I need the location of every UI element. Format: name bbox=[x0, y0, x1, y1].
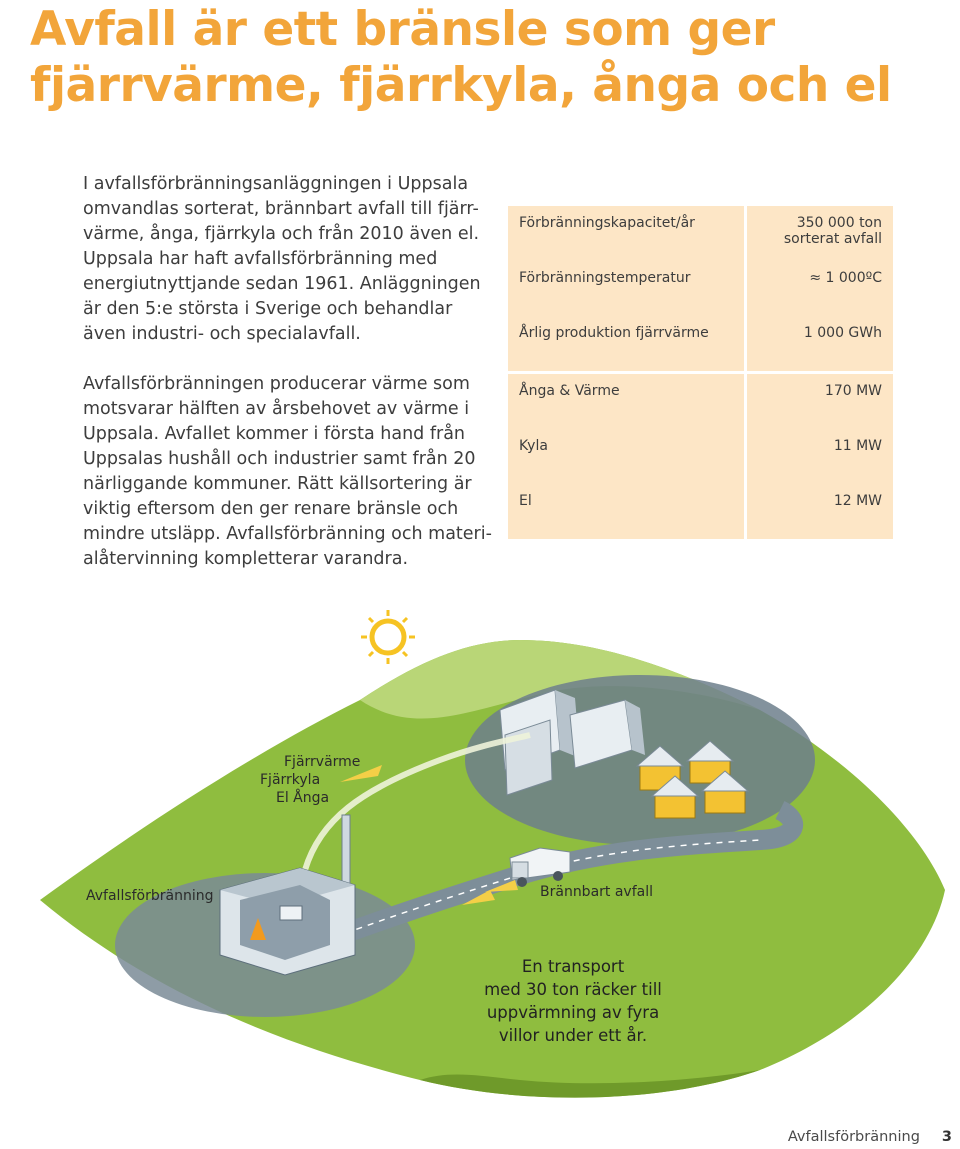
facts-value-line: sorterat avfall bbox=[783, 231, 882, 247]
text-line: även industri- och specialavfall. bbox=[83, 324, 361, 344]
facts-label: Kyla bbox=[508, 429, 747, 484]
title-line-1: Avfall är ett bränsle som ger bbox=[30, 2, 775, 57]
text-line: energiutnyttjande sedan 1961. Anläggningen bbox=[83, 274, 481, 294]
text-line: motsvarar hälften av årsbehovet av värme i bbox=[83, 399, 470, 419]
text-line: mindre utsläpp. Avfallsförbränning och materi- bbox=[83, 524, 492, 544]
facts-row bbox=[508, 206, 893, 261]
facts-row bbox=[508, 261, 893, 316]
facts-value bbox=[747, 206, 893, 261]
page-footer bbox=[788, 1129, 952, 1145]
energy-illustration bbox=[0, 600, 960, 1100]
text-line: närliggande kommuner. Rätt källsortering är bbox=[83, 474, 472, 494]
facts-table bbox=[508, 206, 893, 539]
text-line: omvandlas sorterat, brännbart avfall till fjärr- bbox=[83, 199, 479, 219]
label-avfallsforbranning: Avfallsförbränning bbox=[86, 888, 214, 904]
facts-label: Ånga & Värme bbox=[508, 374, 747, 429]
facts-value: 1 000 GWh bbox=[747, 316, 893, 374]
label-fjarrkyla: Fjärrkyla bbox=[260, 772, 321, 788]
callout-line: villor under ett år. bbox=[498, 1026, 648, 1045]
facts-label: El bbox=[508, 484, 747, 539]
facts-value: 11 MW bbox=[747, 429, 893, 484]
callout-line: En transport bbox=[521, 957, 625, 976]
title-line-2: fjärrvärme, fjärrkyla, ånga och el bbox=[30, 58, 892, 113]
facts-value: 170 MW bbox=[747, 374, 893, 429]
facts-label: Årlig produktion fjärrvärme bbox=[508, 316, 747, 374]
text-line: Uppsala. Avfallet kommer i första hand från bbox=[83, 424, 466, 444]
label-brannbart-avfall: Brännbart avfall bbox=[540, 884, 653, 900]
text-line: I avfallsförbränningsanläggningen i Uppsala bbox=[83, 174, 469, 194]
label-el-anga: El Ånga bbox=[276, 790, 330, 806]
text-line: Uppsala har haft avfallsförbränning med bbox=[83, 249, 438, 269]
sun-icon bbox=[361, 610, 415, 664]
facts-value: ≈ 1 000ºC bbox=[747, 261, 893, 316]
intro-paragraph bbox=[83, 172, 483, 347]
facts-label: Förbränningstemperatur bbox=[508, 261, 747, 316]
production-paragraph bbox=[83, 372, 492, 572]
text-line: värme, ånga, fjärrkyla och från 2010 även el. bbox=[83, 224, 480, 244]
text-line: Uppsalas hushåll och industrier samt från 20 bbox=[83, 449, 476, 469]
text-line: viktig eftersom den ger renare bränsle och bbox=[83, 499, 459, 519]
facts-label: Förbränningskapacitet/år bbox=[508, 206, 747, 261]
footer-section: Avfallsförbränning bbox=[787, 1129, 920, 1145]
hill bbox=[40, 640, 945, 1098]
text-line: Avfallsförbränningen producerar värme som bbox=[83, 374, 470, 394]
callout-line: uppvärmning av fyra bbox=[486, 1003, 660, 1022]
facts-row bbox=[508, 484, 893, 539]
facts-value: 12 MW bbox=[747, 484, 893, 539]
facts-row bbox=[508, 429, 893, 484]
page-title bbox=[30, 2, 892, 114]
label-fjarrvarme: Fjärrvärme bbox=[284, 754, 361, 770]
facts-row bbox=[508, 316, 893, 374]
text-line: är den 5:e största i Sverige och behandlar bbox=[83, 299, 453, 319]
callout-line: med 30 ton räcker till bbox=[484, 980, 662, 999]
facts-row bbox=[508, 374, 893, 429]
page-number: 3 bbox=[941, 1129, 952, 1145]
text-line: alåtervinning kompletterar varandra. bbox=[83, 549, 409, 569]
facts-value-line: 350 000 ton bbox=[796, 215, 882, 231]
